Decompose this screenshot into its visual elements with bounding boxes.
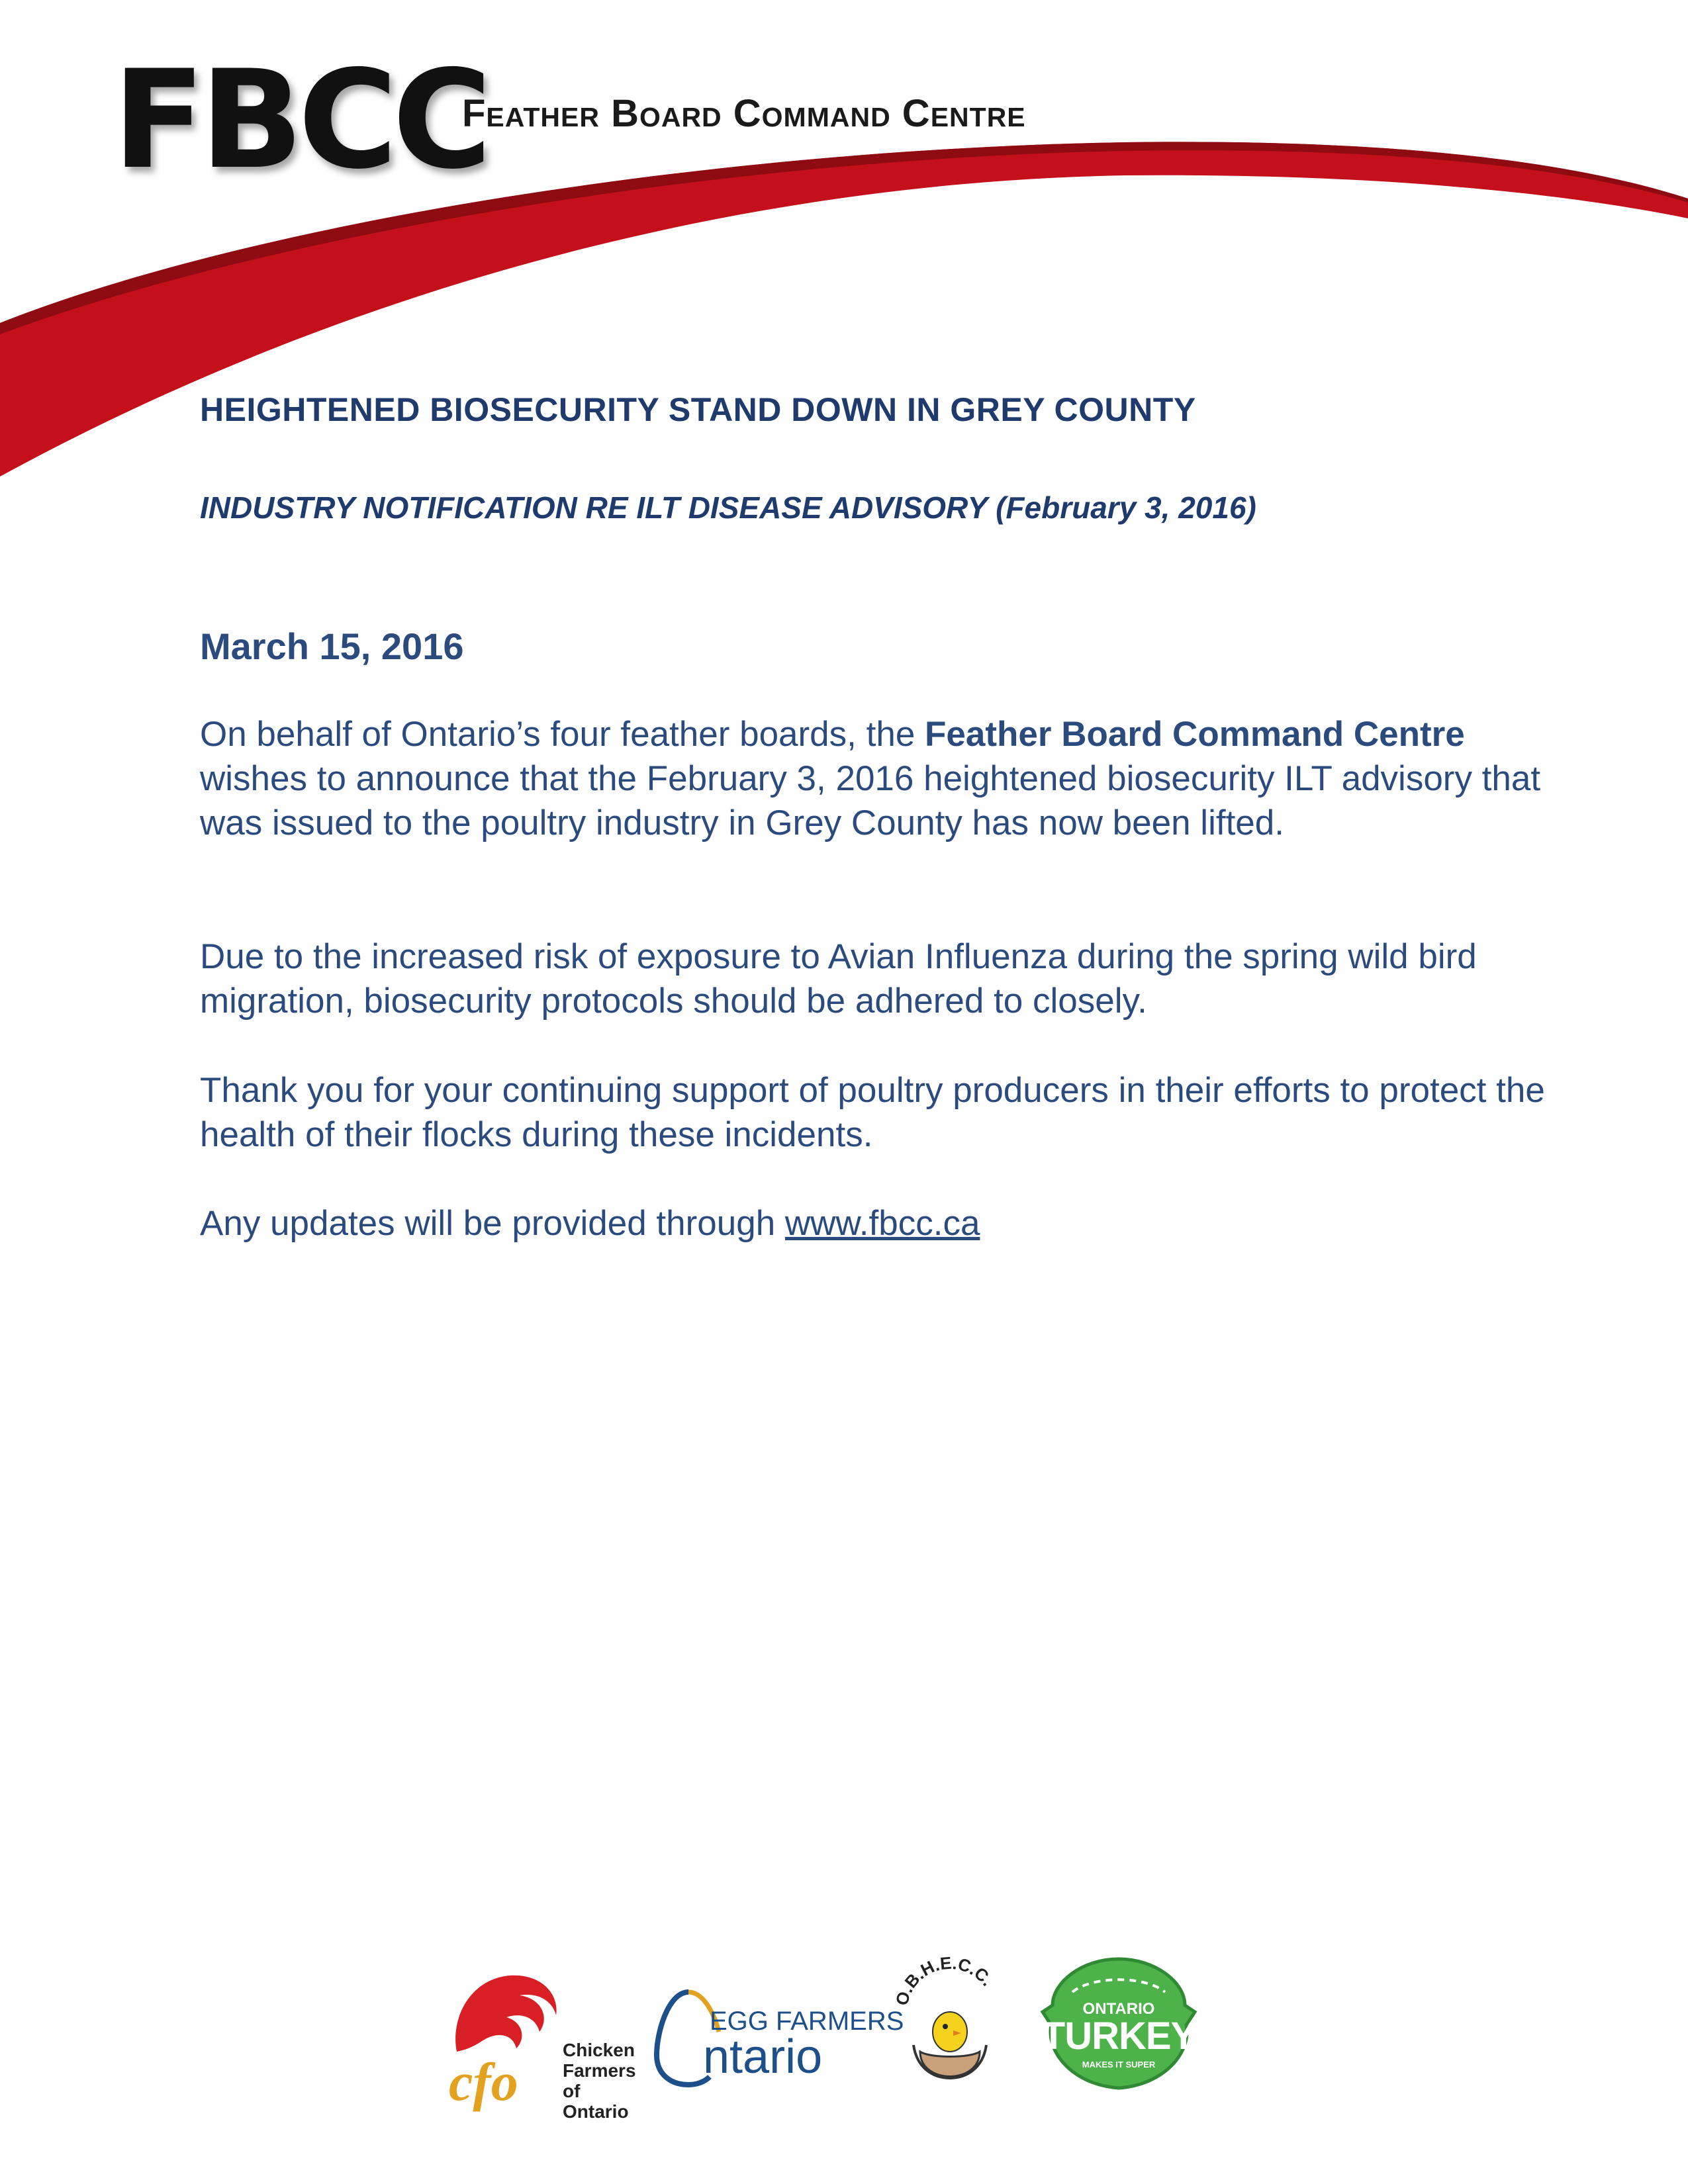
paragraph-avian-influenza: Due to the increased risk of exposure to Avian Influenza during the spring wild bird migration, biosecurity protocols should be adhered to closely. xyxy=(200,937,1477,1021)
egg-farmers-logo xyxy=(649,1979,904,2098)
cfo-line-3: of Ontario xyxy=(563,2081,629,2122)
fbcc-website-link[interactable]: www.fbcc.ca xyxy=(784,1204,980,1243)
turkey-main-text: TURKEY xyxy=(1041,2015,1196,2058)
paragraph-updates xyxy=(200,1201,1550,1246)
cfo-wordmark: cfo xyxy=(449,2052,518,2112)
paragraph-announcement xyxy=(200,712,1550,845)
egg-farmers-ontario-text: ntario xyxy=(703,2030,823,2083)
document-date: March 15, 2016 xyxy=(200,625,464,667)
document-subtitle: INDUSTRY NOTIFICATION RE ILT DISEASE ADVISORY (February 3, 2016) xyxy=(200,490,1256,525)
chick-in-hands-icon xyxy=(894,1952,1006,2091)
obhecc-arc-text: O.B.H.E.C.C. xyxy=(894,1952,998,2008)
footer-logos xyxy=(430,1939,1225,2122)
fbcc-tagline: Feather Board Command Centre xyxy=(462,92,1026,135)
document-title: HEIGHTENED BIOSECURITY STAND DOWN IN GREY COUNTY xyxy=(200,391,1196,428)
p4-text-before: Any updates will be provided through xyxy=(200,1204,785,1243)
cfo-line-1: Chicken xyxy=(563,2040,635,2060)
fbcc-logo: FBCC xyxy=(113,42,487,199)
p1-text-before: On behalf of Ontario’s four feather boards, the xyxy=(200,715,925,754)
egg-farmers-top-text: EGG FARMERS xyxy=(710,2007,904,2036)
turkey-ontario-text: ONTARIO xyxy=(1082,2000,1155,2018)
paragraph-thank-you: Thank you for your continuing support of poultry producers in their efforts to protect the health of their flocks during these incidents. xyxy=(200,1071,1545,1154)
chicken-comb-icon xyxy=(444,1966,576,2065)
cfo-line-2: Farmers xyxy=(563,2060,636,2081)
obhecc-logo xyxy=(894,1952,1006,2091)
cfo-name xyxy=(563,2040,649,2122)
chicken-farmers-logo xyxy=(430,1966,649,2122)
p1-bold-org-name: Feather Board Command Centre xyxy=(925,715,1465,754)
turkey-tagline: MAKES IT SUPER xyxy=(1082,2060,1156,2070)
p1-text-after: wishes to announce that the February 3, 2016 heightened biosecurity ILT advisory that was issued to the poultry industry in Grey County has now been lifted. xyxy=(200,759,1541,842)
ontario-turkey-logo xyxy=(1033,1952,1205,2098)
